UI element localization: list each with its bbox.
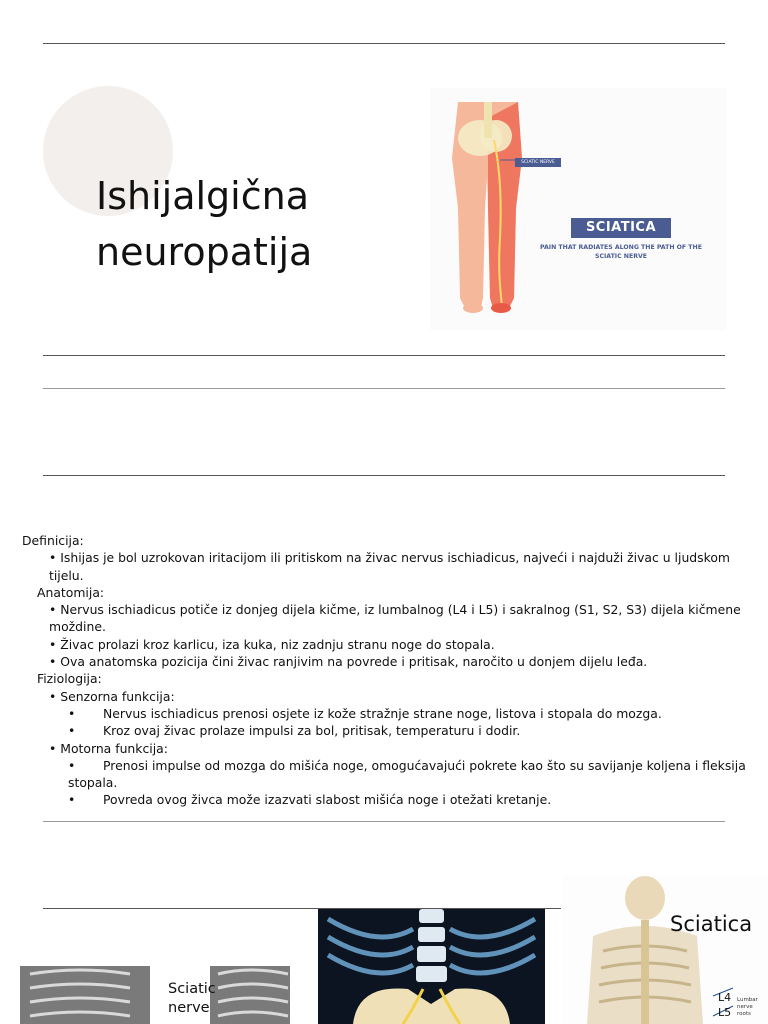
l4-label: L4 [718,991,732,1004]
l5-label: L5 [718,1006,732,1019]
sciatic-nerve-label [168,980,216,1018]
sciatica-caption: PAIN THAT RADIATES ALONG THE PATH OF THE SCIATIC NERVE [540,244,702,260]
lumbar-note [737,997,768,1018]
legs-figure [430,88,726,330]
lumbar-note-2: nerve roots [737,1004,753,1017]
senzorna-item-1 [22,705,748,722]
definicija-item-text: • Ishijas je bol uzrokovan iritacijom ili pritiskom na živac nervus ischiadicus, najveći i najduži živac u ljudskom tijelu. [49,550,734,583]
senzorna-item-1-text: Nervus ischiadicus prenosi osjete iz kože stražnje strane noge, listova i stopala do mozga. [103,705,662,721]
spine-drawing [318,909,545,1024]
nerve-label: SCIATIC NERVE [515,158,561,167]
anatomija-item-2: • Živac prolazi kroz karlicu, iza kuka, niz zadnju stranu noge do stopala. [49,636,495,652]
divider-title-bottom [43,355,725,356]
content-body [22,532,748,809]
anatomija-item-3: • Ova anatomska pozicija čini živac ranjivim na povrede i pritisak, naročito u donjem dijelu leđa. [49,654,648,670]
sciatica-badge: SCIATICA [571,218,671,238]
definicija-item [22,549,748,584]
senzorna-heading: • Senzorna funkcija: [49,688,175,704]
bullet: • [68,792,76,808]
ribcage-image [0,966,290,1024]
sciatica-title: Sciatica [670,912,753,936]
title-line-1: Ishijalgična [96,174,309,218]
motorna-heading: • Motorna funkcija: [49,740,168,756]
senzorna-item-2 [22,722,748,739]
sciatic-label-line-2: nerve [168,1000,210,1016]
bullet: • [68,705,76,721]
definicija-heading: Definicija: [22,533,84,548]
motorna-item-2-text: Povreda ovog živca može izazvati slabost mišića noge i otežati kretanje. [103,792,552,808]
divider-2 [43,388,725,389]
anatomija-item-1 [22,601,748,636]
divider-3 [43,475,725,476]
motorna-item-1-text: Prenosi impulse od mozga do mišića noge, omogućavajući pokrete kao što su savijanje koljena i fleksija stopala. [68,757,750,791]
divider-top [43,43,725,44]
title-line-2: neuropatija [96,230,313,274]
motorna-item-2 [22,791,748,808]
bullet: • [68,757,76,773]
page-title [96,168,416,280]
anatomija-heading: Anatomija: [37,584,105,600]
anatomija-item-1-text: • Nervus ischiadicus potiče iz donjeg dijela kičme, iz lumbalnog (L4 i L5) i sakralnog (S1, S2, S3) dijela kičmene moždine. [49,602,745,635]
fiziologija-heading: Fiziologija: [37,671,102,687]
bullet: • [68,723,76,739]
sciatica-illustration [430,88,726,330]
motorna-item-1 [22,757,748,792]
divider-4 [43,821,725,822]
spine-xray-image [318,909,545,1024]
ribcage-drawing [0,966,290,1024]
sciatic-label-line-1: Sciatic [168,981,216,997]
vertebra-labels [718,990,731,1020]
lumbar-note-1: Lumbar [737,997,758,1003]
senzorna-item-2-text: Kroz ovaj živac prolaze impulsi za bol, pritisak, temperaturu i dodir. [103,723,521,739]
